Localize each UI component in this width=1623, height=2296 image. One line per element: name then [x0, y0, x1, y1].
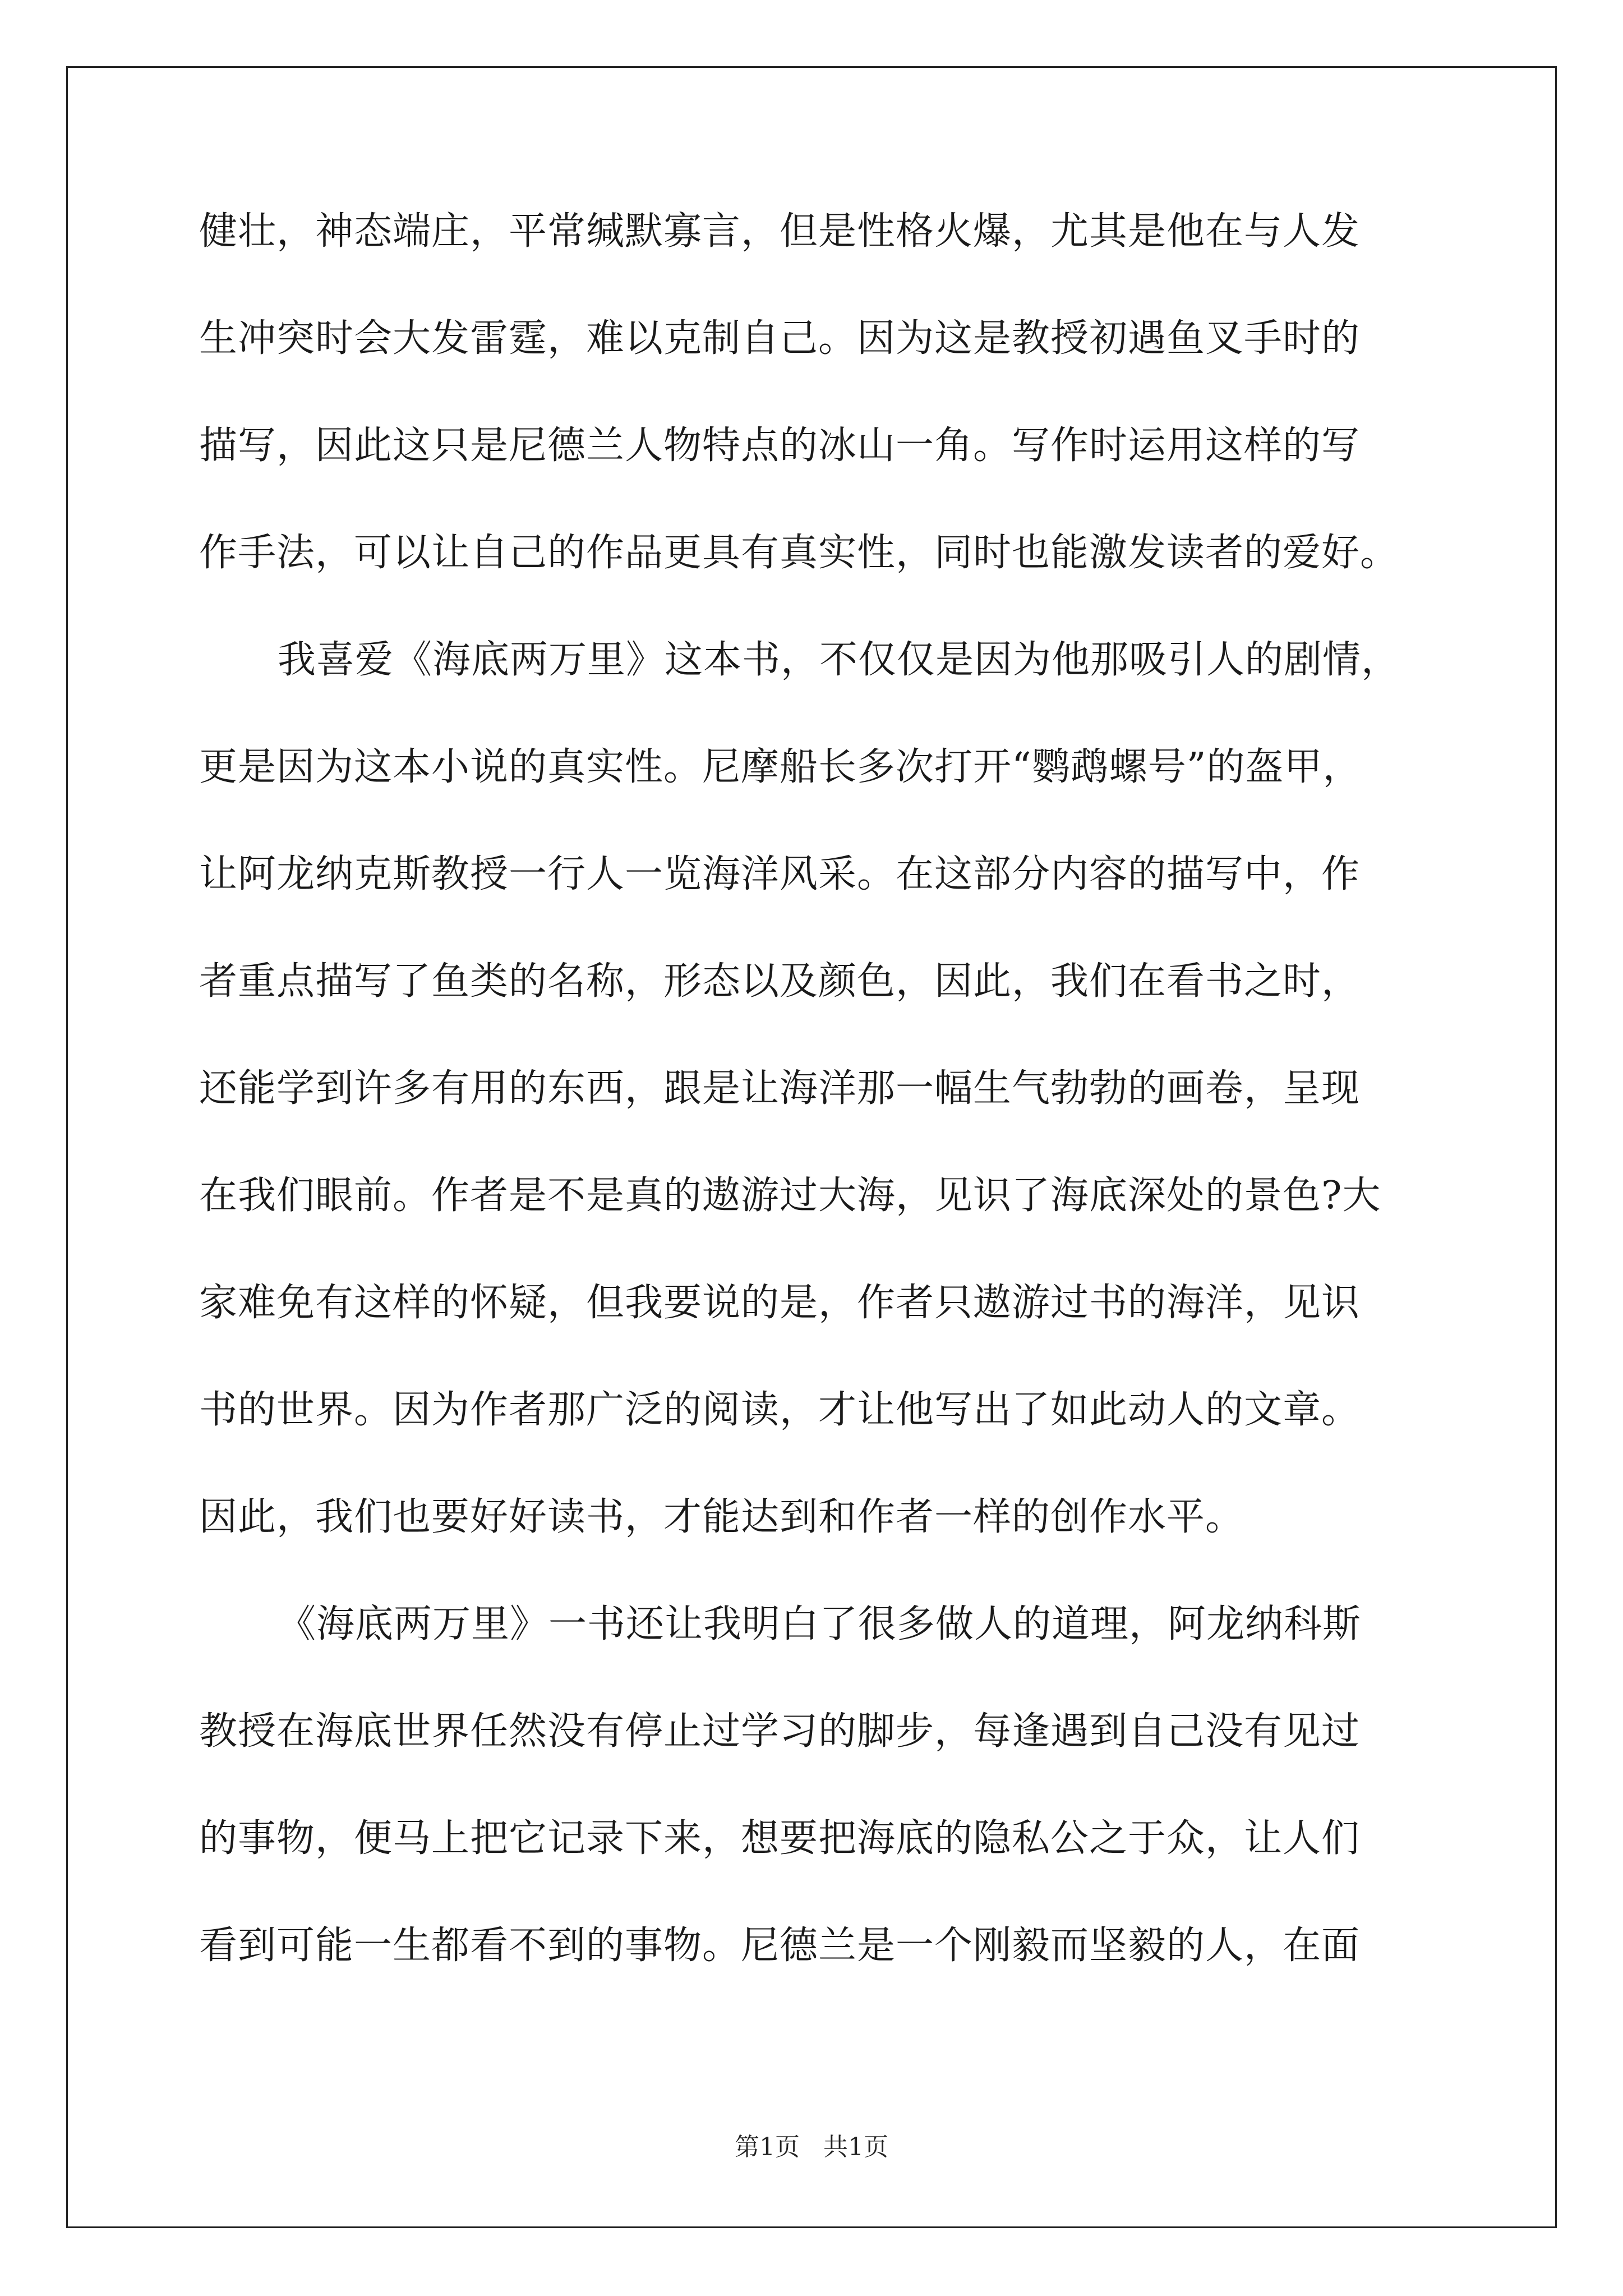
text-line: 生冲突时会大发雷霆，难以克制自己。因为这是教授初遇鱼叉手时的 — [199, 316, 1361, 361]
text-line: 健壮，神态端庄，平常缄默寡言，但是性格火爆，尤其是他在与人发 — [199, 209, 1361, 254]
text-line: 者重点描写了鱼类的名称，形态以及颜色，因此，我们在看书之时， — [199, 959, 1361, 1004]
paragraph-start-line: 我喜爱《海底两万里》这本书，不仅仅是因为他那吸引人的剧情， — [278, 638, 1400, 682]
text-line: 还能学到许多有用的东西，跟是让海洋那一幅生气勃勃的画卷，呈现 — [199, 1066, 1361, 1111]
paragraph-start-line: 《海底两万里》一书还让我明白了很多做人的道理，阿龙纳科斯 — [278, 1602, 1362, 1646]
text-line: 描写，因此这只是尼德兰人物特点的冰山一角。写作时运用这样的写 — [199, 424, 1361, 468]
text-line: 书的世界。因为作者那广泛的阅读，才让他写出了如此动人的文章。 — [199, 1388, 1361, 1432]
text-line: 教授在海底世界任然没有停止过学习的脚步，每逢遇到自己没有见过 — [199, 1709, 1361, 1754]
text-line: 的事物，便马上把它记录下来，想要把海底的隐私公之于众，让人们 — [199, 1816, 1361, 1861]
text-line: 作手法，可以让自己的作品更具有真实性，同时也能激发读者的爱好。 — [199, 531, 1399, 575]
text-line: 因此，我们也要好好读书，才能达到和作者一样的创作水平。 — [199, 1495, 1244, 1539]
document-body — [199, 205, 1427, 2026]
page-number-footer: 第1页 共1页 — [735, 2133, 888, 2161]
text-line: 更是因为这本小说的真实性。尼摩船长多次打开“鹦鹉螺号”的盔甲， — [199, 745, 1362, 789]
text-line: 让阿龙纳克斯教授一行人一览海洋风采。在这部分内容的描写中，作 — [199, 852, 1361, 896]
text-line: 看到可能一生都看不到的事物。尼德兰是一个刚毅而坚毅的人，在面 — [199, 1924, 1361, 1968]
text-line: 在我们眼前。作者是不是真的遨游过大海，见识了海底深处的景色?大 — [199, 1174, 1381, 1218]
text-line: 家难免有这样的怀疑，但我要说的是，作者只遨游过书的海洋，见识 — [199, 1281, 1361, 1325]
